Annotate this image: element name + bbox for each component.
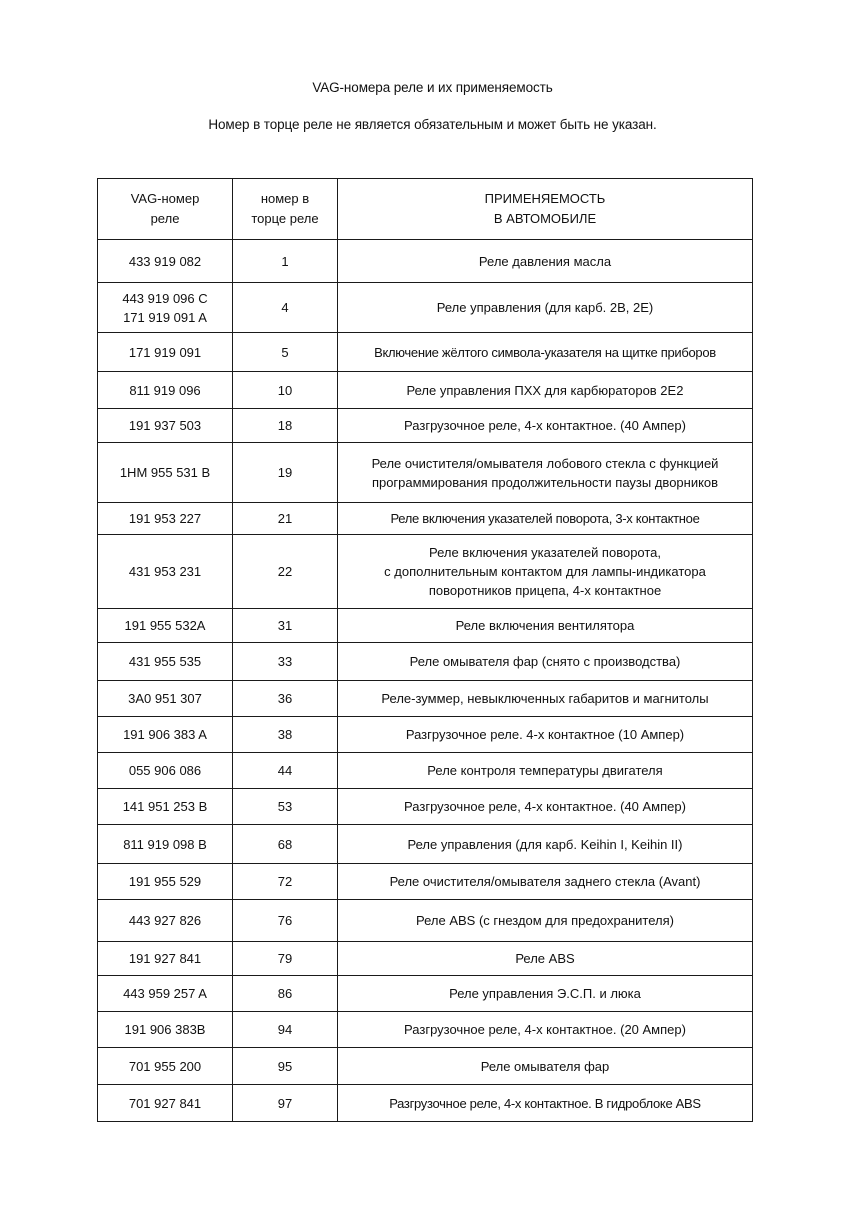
cell-vag-number: 1HM 955 531 B — [98, 443, 233, 503]
header-vag-number: VAG-номер реле — [98, 179, 233, 240]
cell-application: Разгрузочное реле, 4-х контактное. (20 Ампер) — [338, 1012, 753, 1048]
table-header-row — [98, 179, 753, 240]
cell-end-number: 19 — [233, 443, 338, 503]
cell-application: Реле контроля температуры двигателя — [338, 753, 753, 789]
cell-end-number: 68 — [233, 825, 338, 864]
cell-application: Реле-зуммер, невыключенных габаритов и магнитолы — [338, 681, 753, 717]
cell-vag-number: 055 906 086 — [98, 753, 233, 789]
table-row — [98, 789, 753, 825]
cell-end-number: 79 — [233, 942, 338, 976]
table-row — [98, 825, 753, 864]
cell-vag-number: 191 906 383B — [98, 1012, 233, 1048]
cell-vag-number: 431 953 231 — [98, 535, 233, 609]
table-row — [98, 643, 753, 681]
cell-application: Реле ABS — [338, 942, 753, 976]
cell-vag-number: 171 919 091 — [98, 333, 233, 372]
cell-end-number: 95 — [233, 1048, 338, 1085]
cell-application: Реле очистителя/омывателя заднего стекла (Avant) — [338, 864, 753, 900]
cell-application: Реле очистителя/омывателя лобового стекла с функцией программирования продолжительности паузы дворников — [338, 443, 753, 503]
cell-end-number: 86 — [233, 976, 338, 1012]
cell-application: Реле омывателя фар (снято с производства) — [338, 643, 753, 681]
cell-application: Реле ABS (с гнездом для предохранителя) — [338, 900, 753, 942]
cell-vag-number: 443 959 257 A — [98, 976, 233, 1012]
table-row — [98, 942, 753, 976]
cell-vag-number: 191 937 503 — [98, 409, 233, 443]
cell-end-number: 53 — [233, 789, 338, 825]
table-row — [98, 240, 753, 283]
cell-application: Разгрузочное реле. 4-х контактное (10 Ампер) — [338, 717, 753, 753]
relay-table — [97, 178, 753, 1122]
cell-application: Реле управления Э.С.П. и люка — [338, 976, 753, 1012]
header-end-number: номер в торце реле — [233, 179, 338, 240]
cell-vag-number: 191 955 529 — [98, 864, 233, 900]
cell-end-number: 5 — [233, 333, 338, 372]
table-row — [98, 864, 753, 900]
cell-vag-number: 191 955 532A — [98, 609, 233, 643]
cell-vag-number: 431 955 535 — [98, 643, 233, 681]
table-row — [98, 1048, 753, 1085]
cell-vag-number: 701 927 841 — [98, 1085, 233, 1122]
cell-application: Включение жёлтого символа-указателя на щитке приборов — [338, 333, 753, 372]
cell-end-number: 18 — [233, 409, 338, 443]
cell-vag-number: 701 955 200 — [98, 1048, 233, 1085]
table-row — [98, 535, 753, 609]
table-row — [98, 1012, 753, 1048]
table-body — [98, 240, 753, 1122]
cell-vag-number: 443 927 826 — [98, 900, 233, 942]
cell-application: Разгрузочное реле, 4-х контактное. (40 Ампер) — [338, 789, 753, 825]
cell-end-number: 44 — [233, 753, 338, 789]
table-row — [98, 503, 753, 535]
table-row — [98, 976, 753, 1012]
cell-application: Реле управления (для карб. 2B, 2E) — [338, 283, 753, 333]
table-row — [98, 900, 753, 942]
cell-end-number: 76 — [233, 900, 338, 942]
cell-vag-number: 191 927 841 — [98, 942, 233, 976]
cell-application: Разгрузочное реле, 4-х контактное. В гидроблоке ABS — [338, 1085, 753, 1122]
cell-vag-number: 141 951 253 B — [98, 789, 233, 825]
table-row — [98, 372, 753, 409]
cell-end-number: 94 — [233, 1012, 338, 1048]
table-row — [98, 753, 753, 789]
cell-end-number: 33 — [233, 643, 338, 681]
table-row — [98, 681, 753, 717]
cell-end-number: 10 — [233, 372, 338, 409]
cell-application: Реле включения указателей поворота, с дополнительным контактом для лампы-индикатора поворотников прицепа, 4-х контактное — [338, 535, 753, 609]
cell-application: Реле управления (для карб. Keihin I, Keihin II) — [338, 825, 753, 864]
table-row — [98, 443, 753, 503]
document-title: VAG-номера реле и их применяемость — [312, 80, 553, 95]
cell-application: Реле управления ПХХ для карбюраторов 2E2 — [338, 372, 753, 409]
cell-vag-number: 433 919 082 — [98, 240, 233, 283]
document-subtitle: Номер в торце реле не является обязательным и может быть не указан. — [208, 117, 657, 132]
cell-end-number: 38 — [233, 717, 338, 753]
table-row — [98, 1085, 753, 1122]
cell-application: Реле включения вентилятора — [338, 609, 753, 643]
cell-end-number: 36 — [233, 681, 338, 717]
cell-end-number: 72 — [233, 864, 338, 900]
table-row — [98, 609, 753, 643]
cell-vag-number: 3A0 951 307 — [98, 681, 233, 717]
cell-vag-number: 443 919 096 C 171 919 091 A — [98, 283, 233, 333]
cell-end-number: 97 — [233, 1085, 338, 1122]
cell-vag-number: 811 919 098 B — [98, 825, 233, 864]
table-row — [98, 717, 753, 753]
table-row — [98, 283, 753, 333]
cell-end-number: 4 — [233, 283, 338, 333]
header-application: ПРИМЕНЯЕМОСТЬ В АВТОМОБИЛЕ — [338, 179, 753, 240]
cell-application: Разгрузочное реле, 4-х контактное. (40 Ампер) — [338, 409, 753, 443]
cell-application: Реле включения указателей поворота, 3-х контактное — [338, 503, 753, 535]
cell-end-number: 22 — [233, 535, 338, 609]
cell-end-number: 31 — [233, 609, 338, 643]
cell-application: Реле давления масла — [338, 240, 753, 283]
cell-vag-number: 191 953 227 — [98, 503, 233, 535]
table-row — [98, 409, 753, 443]
cell-end-number: 21 — [233, 503, 338, 535]
table-row — [98, 333, 753, 372]
cell-vag-number: 811 919 096 — [98, 372, 233, 409]
cell-application: Реле омывателя фар — [338, 1048, 753, 1085]
cell-end-number: 1 — [233, 240, 338, 283]
cell-vag-number: 191 906 383 A — [98, 717, 233, 753]
